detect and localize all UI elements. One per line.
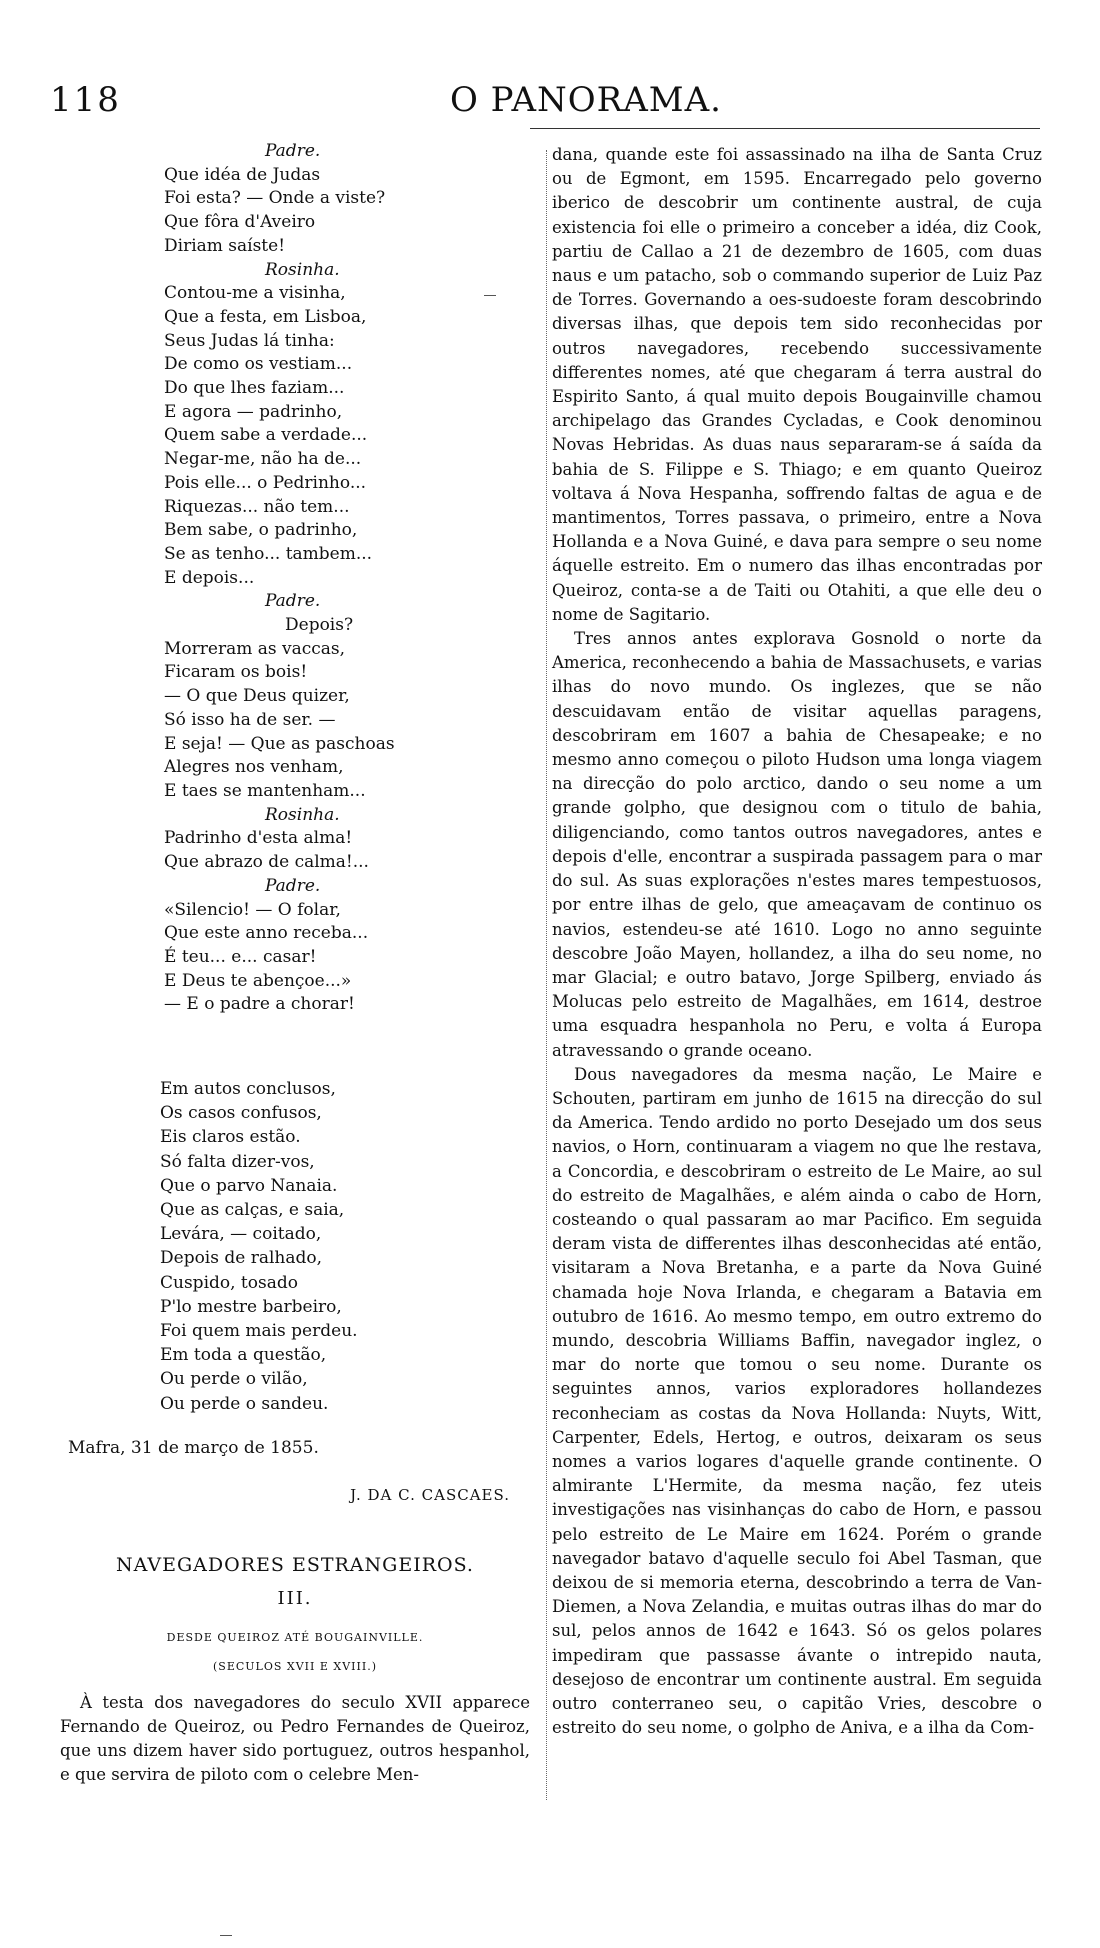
verse-line: Cuspido, tosado (160, 1272, 298, 1293)
verse-line: — E o padre a chorar! (164, 994, 355, 1015)
verse-line: De como os vestiam... (164, 354, 353, 375)
verse-line: Que a festa, em Lisboa, (164, 306, 367, 327)
verse-line: Que abrazo de calma!... (164, 852, 369, 873)
section-subtitle: DESDE QUEIROZ ATÉ BOUGAINVILLE. (166, 1630, 424, 1644)
section-title: NAVEGADORES ESTRANGEIROS. (116, 1553, 474, 1576)
print-mark (220, 1935, 232, 1936)
verse-line: Que este anno receba... (164, 923, 369, 944)
verse-line: Levára, — coitado, (160, 1224, 322, 1245)
article-intro (60, 1691, 530, 1787)
verse-line: Que fôra d'Aveiro (164, 212, 316, 233)
poem-coda (60, 1077, 530, 1416)
speaker-name: Padre. (265, 591, 321, 612)
verse-line: Ou perde o sandeu. (160, 1393, 329, 1414)
intro-paragraph: À testa dos navegadores do seculo XVII apparece Fernando de Queiroz, ou Pedro Fernandes de Queiroz, que uns dizem haver sido portuguez, outros hespanhol, e que servira de piloto com o celebre Men- (60, 1692, 530, 1784)
verse-line: E seja! — Que as paschoas (164, 733, 395, 754)
verse-line: Ou perde o vilão, (160, 1369, 308, 1390)
header-rule (530, 128, 1040, 129)
date-line: Mafra, 31 de março de 1855. (68, 1437, 319, 1458)
article-paragraph: dana, quande este foi assassinado na ilha de Santa Cruz ou de Egmont, em 1595. Encarregado pelo governo iberico de descobrir um continente austral, de cuja existencia foi elle o primeiro a conceber a idéa, diz Cook, partiu de Callao a 21 de dezembro de 1605, com duas naus e um patacho, sob o commando superior de Luiz Paz de Torres. Governando a oes-sudoeste foram descobrindo diversas ilhas, que depois tem sido reconhecidas por outros navegadores, recebendo successivamente differentes nomes, até que chegaram á terra austral do Espirito Santo, á qual muito depois Bougainville chamou archipelago das Grandes Cycladas, e Cook denominou Novas Hebridas. As duas naus separaram-se á saída da bahia de S. Filippe e S. Thiago; e em quanto Queiroz voltava á Nova Hespanha, soffrendo faltas de agua e de mantimentos, Torres passava, o primeiro, entre a Nova Hollanda e a Nova Guiné, e dava para sempre o seu nome áquelle estreito. Em o numero das ilhas encontradas por Queiroz, conta-se a de Taiti ou Otahiti, a que elle deu o nome de Sagitario. (552, 145, 1042, 624)
speaker-name: Padre. (265, 875, 321, 896)
verse-line: E agora — padrinho, (164, 401, 343, 422)
verse-line: Que as calças, e saia, (160, 1200, 345, 1221)
poem (60, 140, 530, 1017)
verse-line: Pois elle... o Pedrinho... (164, 472, 367, 493)
verse-line: Seus Judas lá tinha: (164, 330, 335, 351)
verse-line: Contou-me a visinha, (164, 283, 346, 304)
verse-line: Riquezas... não tem... (164, 496, 350, 517)
verse-line: E taes se mantenham... (164, 780, 366, 801)
verse-line: Ficaram os bois! (164, 662, 308, 683)
section-number: III. (277, 1587, 313, 1609)
column-divider (546, 150, 547, 1800)
verse-line: Foi esta? — Onde a viste? (164, 188, 386, 209)
verse-line: Eis claros estão. (160, 1127, 301, 1148)
verse-line: Bem sabe, o padrinho, (164, 520, 358, 541)
verse-line: Que o parvo Nanaia. (160, 1175, 338, 1196)
verse-line: Negar-me, não ha de... (164, 449, 362, 470)
print-mark (484, 295, 496, 296)
right-column (552, 143, 1042, 1740)
verse-line: — O que Deus quizer, (164, 686, 350, 707)
verse-line: Em toda a questão, (160, 1345, 327, 1366)
verse-line: «Silencio! — O folar, (164, 899, 341, 920)
verse-line: Só falta dizer-vos, (160, 1151, 315, 1172)
verse-line: Foi quem mais perdeu. (160, 1321, 358, 1342)
page-header (50, 80, 1040, 130)
verse-line: Quem sabe a verdade... (164, 425, 368, 446)
verse-line: P'lo mestre barbeiro, (160, 1296, 342, 1317)
verse-line: Depois? (285, 615, 354, 636)
left-column (60, 140, 530, 1787)
article-paragraph: Tres annos antes explorava Gosnold o norte da America, reconhecendo a bahia de Massachusets, e varias ilhas do novo mundo. Os inglezes, que se não descuidavam então de visitar aquellas paragens, descobriram em 1607 a bahia de Chesapeake; e no mesmo anno começou o piloto Hudson uma longa viagem na direcção do polo arctico, dando o seu nome a um grande golpho, que designou com o titulo de bahia, diligenciando, como tantos outros navegadores, antes e depois d'elle, encontrar a suspirada passagem para o mar do sul. As suas explorações n'estes mares tempestuosos, por entre ilhas de gelo, que ameaçavam de continuo os navios, estendeu-se até 1610. Logo no anno seguinte descobre João Mayen, hollandez, a ilha do seu nome, no mar Glacial; e outro batavo, Jorge Spilberg, enviado ás Molucas pelo estreito de Magalhães, em 1614, destroe uma esquadra hespanhola no Peru, e volta á Europa atravessando o grande oceano. (552, 629, 1042, 1060)
verse-line: Diriam saíste! (164, 235, 286, 256)
speaker-name: Rosinha. (265, 804, 340, 825)
verse-line: Padrinho d'esta alma! (164, 828, 353, 849)
verse-line: É teu... e... casar! (164, 946, 317, 967)
author-signature: J. DA C. CASCAES. (350, 1485, 510, 1504)
verse-line: Do que lhes faziam... (164, 378, 345, 399)
verse-line: Morreram as vaccas, (164, 638, 346, 659)
verse-line: Em autos conclusos, (160, 1079, 336, 1100)
magazine-title: O PANORAMA. (450, 80, 722, 120)
verse-line: E Deus te abençoe...» (164, 970, 352, 991)
speaker-name: Rosinha. (265, 259, 340, 280)
verse-line: Que idéa de Judas (164, 164, 321, 185)
page-number: 118 (50, 80, 121, 120)
verse-line: Depois de ralhado, (160, 1248, 323, 1269)
verse-line: Se as tenho... tambem... (164, 543, 373, 564)
verse-line: Alegres nos venham, (164, 757, 344, 778)
verse-line: Os casos confusos, (160, 1103, 322, 1124)
section-centuries: (SECULOS XVII E XVIII.) (213, 1659, 377, 1673)
speaker-name: Padre. (265, 141, 321, 161)
article-paragraph: Dous navegadores da mesma nação, Le Maire e Schouten, partiram em junho de 1615 na direcção do sul da America. Tendo ardido no porto Desejado um dos seus navios, o Horn, continuaram a viagem no que lhe restava, a Concordia, e descobriram o estreito de Le Maire, ao sul do estreito de Magalhães, e além ainda o cabo de Horn, costeando o qual passaram ao mar Pacifico. Em seguida deram vista de differentes ilhas desconhecidas até então, visitaram a Nova Bretanha, e a parte da Nova Guiné chamada hoje Nova Irlanda, e chegaram a Batavia em outubro de 1616. Ao mesmo tempo, em outro extremo do mundo, descobria Williams Baffin, navegador inglez, o mar do norte que tomou o seu nome. Durante os seguintes annos, varios exploradores hollandezes reconheciam as costas da Nova Hollanda: Nuyts, Witt, Carpenter, Edels, Hertog, e outros, deixaram os seus nomes a varios logares d'aquelle grande continente. O almirante L'Hermite, da mesma nação, fez uteis investigações nas visinhanças do cabo de Horn, e passou pelo estreito de Le Maire em 1624. Porém o grande navegador batavo d'aquelle seculo foi Abel Tasman, que deixou de si memoria eterna, descobrindo a terra de Van-Diemen, a Nova Zelandia, e muitas outras ilhas do mar do sul, pelos annos de 1642 e 1643. Só os gelos polares impediram que passasse ávante o intrepido nauta, desejoso de encontrar um continente austral. Em seguida outro conterraneo seu, o capitão Vries, descobre o estreito do seu nome, o golpho de Aniva, e a ilha da Com- (552, 1064, 1042, 1738)
verse-line: Só isso ha de ser. — (164, 709, 336, 730)
verse-line: E depois... (164, 567, 255, 588)
